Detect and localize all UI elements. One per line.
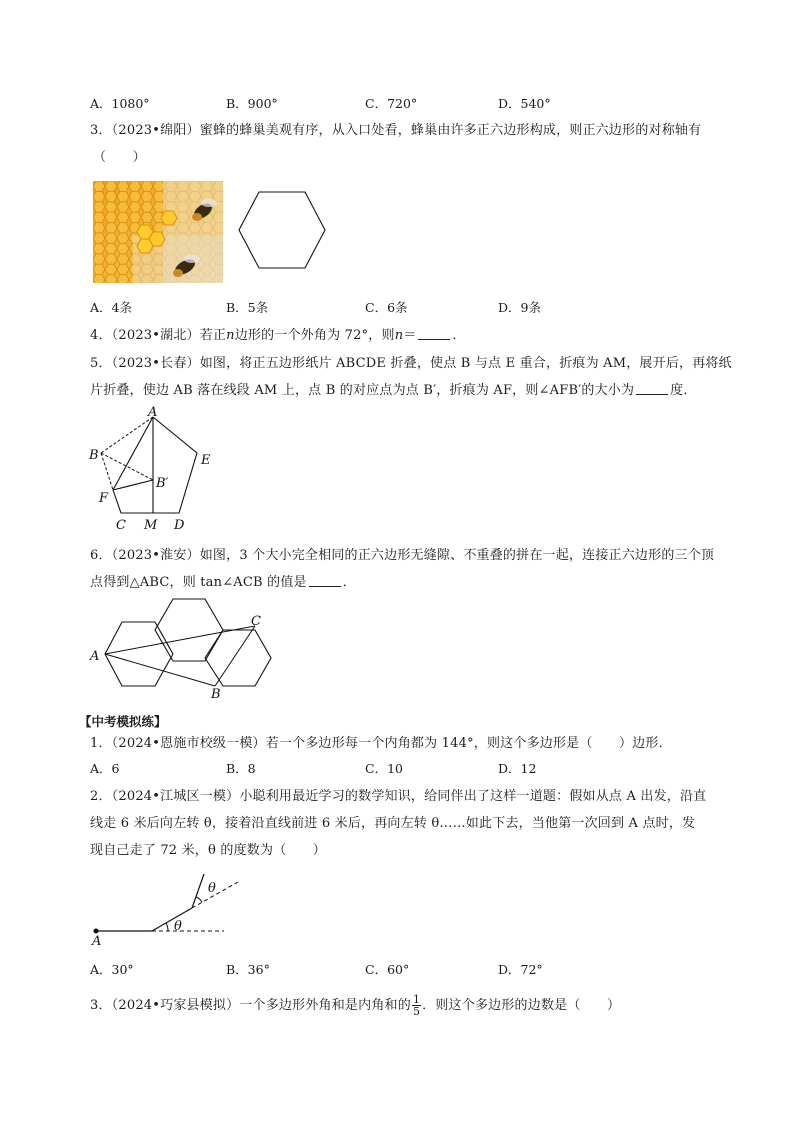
option-d: D．72°	[498, 962, 543, 977]
q5-line1: 5．（2023•长春）如图，将正五边形纸片 ABCDE 折叠，使点 B 与点 E 重合，折痕为 AM，展开后，再将纸	[90, 356, 732, 371]
label-theta-2: θ	[208, 881, 216, 896]
m1-options	[90, 759, 610, 779]
label-a: A	[92, 934, 102, 946]
option-b: B．36°	[226, 962, 270, 977]
label-f: F	[99, 491, 109, 506]
answer-blank[interactable]	[636, 382, 668, 395]
q4-text-a: 4．（2023•湖北）若正	[90, 328, 227, 343]
label-theta-1: θ	[174, 919, 182, 934]
q5-line2-a: 片折叠，使边 AB 落在线段 AM 上，点 B 的对应点为点 B′，折痕为 AF，则∠AFB′的大小为	[90, 383, 635, 398]
option-b: B．8	[226, 761, 256, 776]
fraction-denominator: 5	[412, 1005, 421, 1018]
option-d: D．540°	[498, 96, 551, 111]
label-c: C	[116, 518, 126, 533]
label-a: A	[90, 649, 100, 664]
q5-line2-b: 度．	[670, 383, 697, 398]
section-title: 【中考模拟练】	[79, 714, 167, 729]
m1-text: 1．（2024•恩施市校级一模）若一个多边形每一个内角都为 144°，则这个多边形是（ ）边形．	[90, 736, 672, 751]
walking-path-diagram	[88, 866, 258, 946]
option-c: C．10	[365, 761, 403, 776]
fraction-numerator: 1	[412, 993, 421, 1006]
m3-text-a: 3．（2024•巧家县模拟）一个多边形外角和是内角和的	[90, 998, 411, 1013]
label-a: A	[148, 405, 158, 420]
option-d: D．12	[498, 761, 537, 776]
walking-path-figure	[88, 866, 258, 946]
q6-line2-a: 点得到△ABC，则 tan∠ACB 的值是	[90, 575, 307, 590]
hexagon-shape	[235, 190, 330, 274]
q4-text	[90, 326, 466, 346]
m2-line2: 线走 6 米后向左转 θ，接着沿直线前进 6 米后，再向左转 θ……如此下去，当他第一次回到 A 点时，发	[90, 816, 696, 831]
label-b-prime: B′	[156, 476, 169, 491]
m2-line1: 2．（2024•江城区一模）小聪利用最近学习的数学知识，给同伴出了这样一道题：假如从点 A 出发，沿直	[90, 789, 707, 804]
q3-paren: （ ）	[93, 150, 146, 165]
hexagons-diagram	[85, 597, 275, 703]
three-hexagons-figure	[85, 597, 275, 703]
q6-line2-b: ．	[342, 575, 356, 590]
fraction-one-fifth	[412, 994, 421, 1017]
q4-var-n: n	[226, 328, 235, 343]
label-b: B	[89, 448, 99, 463]
q3-body: （2023•绵阳）蜜蜂的蜂巢美观有序，从入口处看，蜂巢由许多正六边形构成，则正六边形的对称轴有	[111, 123, 702, 138]
answer-blank[interactable]	[418, 327, 450, 340]
honeycomb-photo	[93, 181, 223, 283]
q3-text	[90, 121, 701, 141]
option-c: C．6条	[365, 300, 408, 315]
option-a: A．4条	[90, 300, 132, 315]
option-a: A．1080°	[90, 96, 150, 111]
honeycomb-image	[93, 181, 223, 283]
q4-text-b: 边形的一个外角为 72°，则	[234, 328, 395, 343]
pentagon-diagram	[85, 405, 225, 535]
m2-options	[90, 960, 610, 980]
q3-options	[90, 298, 610, 318]
hexagon-figure	[235, 190, 330, 274]
q-prev-options	[90, 94, 610, 114]
m3-text-b: ．则这个多边形的边数是（ ）	[422, 998, 621, 1013]
q4-text-end: ．	[452, 328, 466, 343]
option-b: B．5条	[226, 300, 269, 315]
label-b: B	[211, 687, 221, 702]
q5-line2	[90, 381, 697, 401]
q4-var-n2: n	[394, 328, 404, 343]
label-d: D	[174, 518, 185, 533]
option-c: C．60°	[365, 962, 410, 977]
option-a: A．30°	[90, 962, 134, 977]
pentagon-fold-figure	[85, 405, 225, 535]
m2-line3: 现自己走了 72 米，θ 的度数为（ ）	[90, 843, 326, 858]
option-b: B．900°	[226, 96, 278, 111]
q3-number: 3．	[90, 123, 112, 138]
q6-line1: 6．（2023•淮安）如图，3 个大小完全相同的正六边形无缝隙、不重叠的拼在一起，连接正六边形的三个顶	[90, 548, 715, 563]
option-a: A．6	[90, 761, 120, 776]
m3-text	[90, 993, 620, 1019]
option-d: D．9条	[498, 300, 541, 315]
label-m: M	[144, 518, 158, 533]
label-e: E	[201, 453, 211, 468]
q4-text-c: ＝	[403, 328, 417, 343]
answer-blank[interactable]	[309, 574, 341, 587]
option-c: C．720°	[365, 96, 418, 111]
label-c: C	[251, 614, 261, 629]
q6-line2	[90, 573, 356, 593]
